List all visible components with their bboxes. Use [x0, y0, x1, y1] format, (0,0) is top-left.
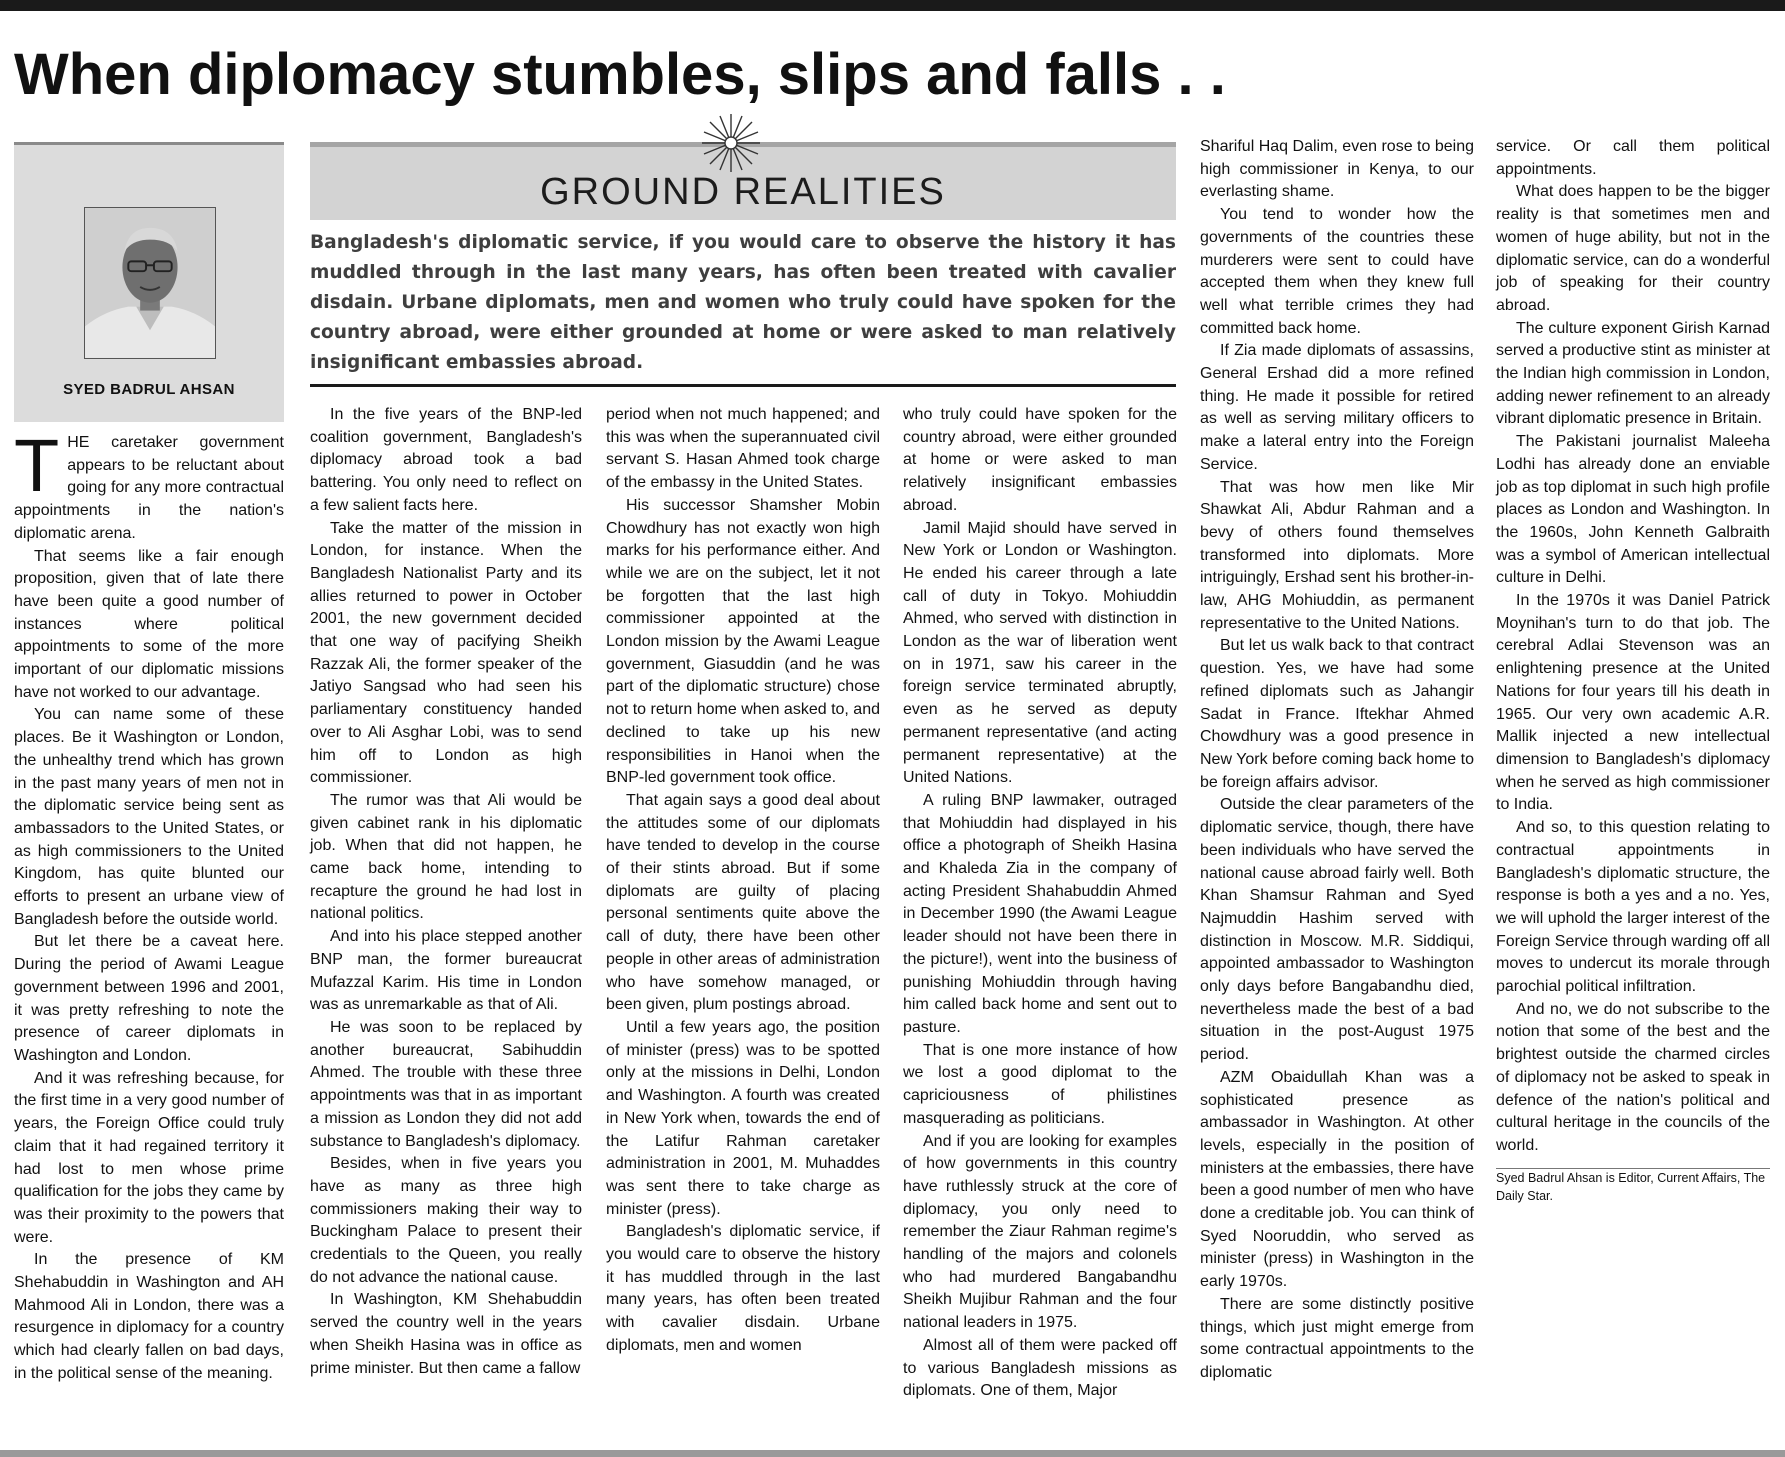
author-box [14, 142, 284, 422]
author-portrait-icon [85, 208, 215, 358]
paragraph: If Zia made diplomats of assassins, General Ershad did a more refined thing. He made it possible for retired as well as serving military officers to make a lateral entry into the Foreign Service. [1200, 342, 1474, 473]
paragraph: That again says a good deal about the attitudes some of our diplomats have tended to develop in the course of their stints abroad. But if some diplomats are guilty of placing personal sentiments quite above the call of duty, there have been other people in other areas of administration who have somehow managed, or been given, plum postings abroad. [606, 791, 880, 1014]
paragraph: HE caretaker government appears to be reluctant about going for any more contractual appointments in the nation's diplomatic arena. [14, 434, 284, 542]
drop-cap: T [14, 424, 60, 507]
paragraph: who truly could have spoken for the country abroad, were either grounded at home or were asked to man relatively insignificant embassies abroad. [903, 406, 1177, 514]
paragraph: And it was refreshing because, for the first time in a very good number of years, the Foreign Office could truly claim that it had regained territory it had lost to men whose prime qualification for the jobs they came by was their proximity to the powers that were. [14, 1069, 284, 1246]
paragraph: His successor Shamsher Mobin Chowdhury has not exactly won high marks for his performance either. And while we are on the subject, let it not be forgotten that the last high commissioner appointed at the London mission by the Awami League government, Giasuddin (and he was part of the diplomatic structure) chose not to return home when asked to, and declined to take up his new responsibilities in Hanoi when the BNP-led government took office. [606, 496, 880, 787]
paragraph: And if you are looking for examples of how governments in this country have ruthlessly struck at the core of diplomacy, you only need to remember the Ziaur Rahman regime's handling of the majors and colonels who had murdered Bangabandhu Sheikh Mujibur Rahman and the four national leaders in 1975. [903, 1132, 1177, 1332]
paragraph: He was soon to be replaced by another bureaucrat, Sabihuddin Ahmed. The trouble with these three appointments was that in as important a mission as London they did not add substance to Bangladesh's diplomacy. [310, 1018, 582, 1150]
paragraph: You can name some of these places. Be it Washington or London, the unhealthy trend which has grown in the past many years of men not in the diplomatic service being sent as ambassadors to the United States, or as high commissioners to the United Kingdom, has quite blunted our efforts to present an urbane view of Bangladesh before the outside world. [14, 706, 284, 928]
paragraph: In the 1970s it was Daniel Patrick Moynihan's turn to do that job. The cerebral Adlai Stevenson was an enlightening presence at the United Nations for four years till his death in 1965. Our very own academic A.R. Mallik injected a new intellectual dimension to Bangladesh's diplomacy when he served as high commissioner to India. [1496, 592, 1770, 814]
paragraph: The rumor was that Ali would be given cabinet rank in his diplomatic job. When that did not happen, he came back home, intending to recapture the ground he had lost in national politics. [310, 791, 582, 923]
paragraph: Until a few years ago, the position of minister (press) was to be spotted only at the missions in Delhi, London and Washington. A fourth was created in New York when, towards the end of the Latifur Rahman caretaker administration in 2001, M. Muhaddes was sent there to take charge as minister (press). [606, 1018, 880, 1218]
paragraph: Almost all of them were packed off to various Bangladesh missions as diplomats. One of them, Major [903, 1336, 1177, 1400]
byline: SYED BADRUL AHSAN [63, 381, 235, 398]
column-1 [14, 424, 284, 1386]
paragraph: A ruling BNP lawmaker, outraged that Mohiuddin had displayed in his office a photograph of Sheikh Hasina and Khaleda Zia in the company of acting President Shahabuddin Ahmed in December 1990 (the Awami League leader should not have been there in the picture!), went into the business of punishing Mohiuddin through having him called back home and sent out to pasture. [903, 791, 1177, 1036]
paragraph: In the five years of the BNP-led coalition government, Bangladesh's diplomacy abroad took a bad battering. You only need to reflect on a few salient facts here. [310, 406, 582, 514]
paragraph: That seems like a fair enough proposition, given that of late there have been quite a good number of instances where political appointments to some of the more important of our diplomatic missions have not worked to our advantage. [14, 547, 284, 701]
paragraph: And so, to this question relating to contractual appointments in Bangladesh's diplomatic structure, the response is both a yes and a no. Yes, we will uphold the larger interest of the Foreign Service through warding off all moves to undercut its morale through parochial political infiltration. [1496, 819, 1770, 996]
bottom-rule [0, 1450, 1785, 1457]
paragraph: There are some distinctly positive things, which just might emerge from some contractual appointments to the diplomatic [1200, 1295, 1474, 1381]
paragraph: In Washington, KM Shehabuddin served the country well in the years when Sheikh Hasina was in office as prime minister. But then came a fallow [310, 1291, 582, 1377]
paragraph: The Pakistani journalist Maleeha Lodhi has already done an enviable job as top diplomat in such high profile places as London and Washington. In the 1960s, John Kenneth Galbraith was a symbol of American intellectual culture in Delhi. [1496, 433, 1770, 587]
column-4 [903, 404, 1177, 1403]
headline: When diplomacy stumbles, slips and falls . . [14, 42, 1226, 107]
paragraph: The culture exponent Girish Karnad served a productive stint as minister at the Indian high commission in London, adding newer refinement to an already vibrant diplomatic presence in Britain. [1496, 319, 1770, 428]
paragraph: AZM Obaidullah Khan was a sophisticated presence as ambassador in Washington. At other levels, especially in the position of ministers at the embassies, there have been a good number of men who have done a creditable job. You can think of Syed Nooruddin, who served as minister (press) in Washington in the early 1970s. [1200, 1068, 1474, 1291]
column-2 [310, 404, 582, 1380]
paragraph: And into his place stepped another BNP man, the former bureaucrat Mufazzal Karim. His time in London was as unremarkable as that of Ali. [310, 928, 582, 1014]
paragraph: Besides, when in five years you have as many as three high commissioners making their way to Buckingham Palace to present their credentials to the Queen, you really do not advance the national cause. [310, 1155, 582, 1286]
paragraph: That is one more instance of how we lost a good diplomat to the capriciousness of philistines masquerading as politicians. [903, 1041, 1177, 1127]
paragraph: What does happen to be the bigger reality is that sometimes men and women of huge ability, but not in the diplomatic service, can do a wonderful job of speaking for their country abroad. [1496, 183, 1770, 314]
column-3 [606, 404, 880, 1358]
column-6 [1496, 136, 1770, 1205]
paragraph: But let us walk back to that contract question. Yes, we have had some refined diplomats such as Jahangir Sadat in France. Iftekhar Ahmed Chowdhury was a good presence in New York before coming back home to be foreign affairs advisor. [1200, 637, 1474, 791]
author-photo [84, 207, 216, 359]
paragraph: And no, we do not subscribe to the notion that some of the best and the brightest outside the charmed circles of diplomacy not be asked to speak in defence of the nation's political and cultural heritage in the councils of the world. [1496, 1000, 1770, 1154]
top-rule [0, 0, 1785, 11]
paragraph: service. Or call them political appointments. [1496, 138, 1770, 178]
paragraph: Bangladesh's diplomatic service, if you would care to observe the history it has muddled through in the last many years, has often been treated with cavalier disdain. Urbane diplomats, men and women [606, 1223, 880, 1354]
column-5 [1200, 136, 1474, 1385]
paragraph: Shariful Haq Dalim, even rose to being high commissioner in Kenya, to our everlasting shame. [1200, 138, 1474, 201]
paragraph: In the presence of KM Shehabuddin in Washington and AH Mahmood Ali in London, there was a resurgence in diplomacy for a country which had clearly fallen on bad days, in the political sense of the meaning. [14, 1251, 284, 1382]
paragraph: That was how men like Mir Shawkat Ali, Abdur Rahman and a bevy of others found themselves transformed into diplomats. More intriguingly, Ershad sent his brother-in-law, AHG Mohiuddin, as permanent representative to the United Nations. [1200, 478, 1474, 632]
paragraph: You tend to wonder how the governments of the countries these murderers were sent to could have accepted them when they knew full well what terrible crimes they had committed back home. [1200, 206, 1474, 337]
column-title: GROUND REALITIES [540, 171, 946, 213]
deck: Bangladesh's diplomatic service, if you would care to observe the history it has muddled through in the last many years, has often been treated with cavalier disdain. Urbane diplomats, men and women who truly could have spoken for the country abroad, were either grounded at home or were asked to man relatively insignificant embassies abroad. [310, 232, 1176, 373]
starburst-icon [700, 112, 762, 174]
paragraph: But let there be a caveat here. During the period of Awami League government between 1996 and 2001, it was pretty refreshing to note the presence of career diplomats in Washington and London. [14, 933, 284, 1064]
paragraph: Outside the clear parameters of the diplomatic service, though, there have been individuals who have served the national cause abroad fairly well. Both Khan Shamsur Rahman and Syed Najmuddin Hashim served with distinction in Moscow. M.R. Siddiqui, appointed ambassador to Washington only days before Bangabandhu died, nevertheless made the best of a bad situation in the post-August 1975 period. [1200, 796, 1474, 1064]
deck-rule [310, 384, 1176, 387]
paragraph: period when not much happened; and this was when the superannuated civil servant S. Hasan Ahmed took charge of the embassy in the United States. [606, 406, 880, 492]
author-footnote: Syed Badrul Ahsan is Editor, Current Affairs, The Daily Star. [1496, 1170, 1766, 1203]
paragraph: Take the matter of the mission in London, for instance. When the Bangladesh Nationalist Party and its allies returned to power in October 2001, the new government decided that one way of pacifying Sheikh Razzak Ali, the former speaker of the Jatiyo Sangsad who had seen his parliamentary constituency handed over to Ali Asghar Lobi, was to send him off to London as high commissioner. [310, 519, 582, 787]
paragraph: Jamil Majid should have served in New York or London or Washington. He ended his career through a late call of duty in Tokyo. Mohiuddin Ahmed, who served with distinction in London as the war of liberation went on in 1971, saw his career in the foreign service terminated abruptly, even as he served as deputy permanent representative (and acting permanent representative) at the United Nations. [903, 519, 1177, 787]
